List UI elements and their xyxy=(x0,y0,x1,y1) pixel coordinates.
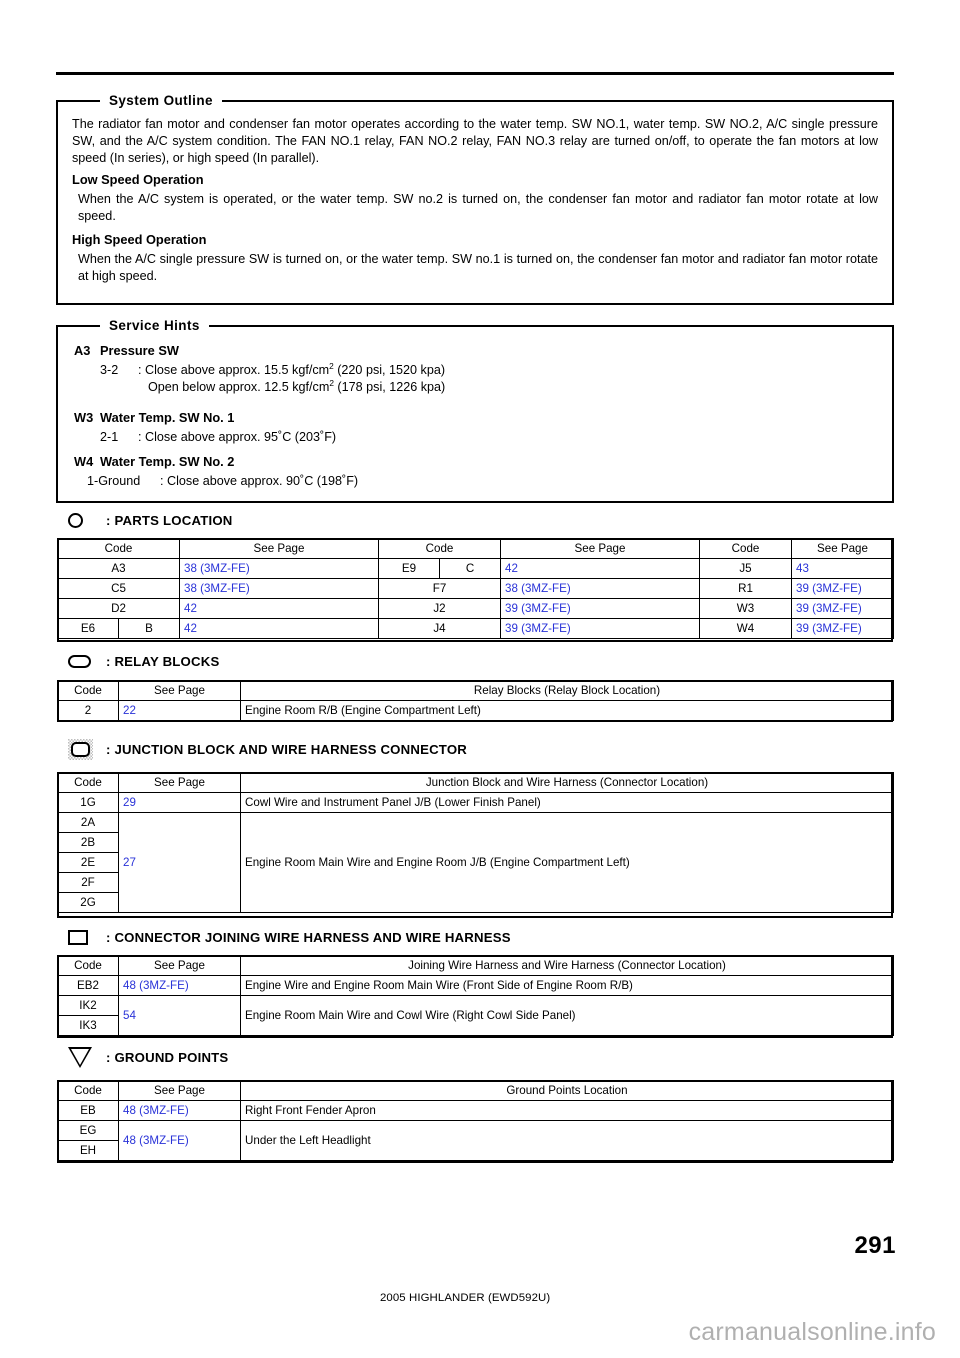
junction-block-heading xyxy=(62,738,467,760)
parts-page-w4[interactable]: 39 (3MZ-FE) xyxy=(792,619,894,639)
service-hint-a3-line2-pre: Open below approx. 12.5 kgf/cm xyxy=(148,380,330,394)
gp-page-eb[interactable]: 48 (3MZ-FE) xyxy=(119,1101,241,1121)
service-hint-w4-terminal: 1-Ground xyxy=(87,474,141,488)
gp-col-location: Ground Points Location xyxy=(241,1081,894,1101)
cj-col-location: Joining Wire Harness and Wire Harness (Connector Location) xyxy=(241,956,894,976)
parts-code-e6: E6 xyxy=(58,619,119,639)
parts-code-f7: F7 xyxy=(379,579,501,599)
gp-code-eh: EH xyxy=(58,1141,119,1161)
gp-location-eg-eh: Under the Left Headlight xyxy=(241,1121,894,1161)
parts-location-heading-label: : PARTS LOCATION xyxy=(106,512,233,528)
high-speed-heading: High Speed Operation xyxy=(72,232,207,247)
service-hint-a3-line2 xyxy=(148,377,446,394)
parts-page-c5[interactable]: 38 (3MZ-FE) xyxy=(180,579,379,599)
parts-col-code-3: Code xyxy=(700,539,792,559)
parts-code-e9: E9 xyxy=(379,559,440,579)
service-hint-w3-terminal: 2-1 xyxy=(100,430,119,444)
service-hint-a3-line1 xyxy=(100,360,446,377)
jb-col-code: Code xyxy=(58,773,119,793)
relay-col-code: Code xyxy=(58,681,119,701)
table-row xyxy=(58,976,894,996)
jb-location-group2: Engine Room Main Wire and Engine Room J/B (Engine Compartment Left) xyxy=(241,813,894,913)
parts-col-page-2: See Page xyxy=(501,539,700,559)
relay-blocks-heading xyxy=(62,650,219,672)
parts-col-page-1: See Page xyxy=(180,539,379,559)
service-hint-w4-spec: : Close above approx. 90˚C (198˚F) xyxy=(160,474,359,488)
ground-points-heading-label: : GROUND POINTS xyxy=(106,1049,229,1065)
connector-joining-heading xyxy=(62,926,511,948)
junction-block-heading-label: : JUNCTION BLOCK AND WIRE HARNESS CONNECTOR xyxy=(106,741,468,757)
parts-col-code-1: Code xyxy=(58,539,180,559)
jb-code-2g: 2G xyxy=(58,893,119,913)
cj-code-eb2: EB2 xyxy=(58,976,119,996)
jb-page-1g[interactable]: 29 xyxy=(119,793,241,813)
jb-code-2a: 2A xyxy=(58,813,119,833)
high-speed-text: When the A/C single pressure SW is turned on, or the water temp. SW no.1 is turned on, the condenser fan motor and radiator fan motor rotate at high speed. xyxy=(78,252,878,283)
service-hints-box xyxy=(56,318,894,503)
table-row xyxy=(58,619,894,639)
gp-location-eb: Right Front Fender Apron xyxy=(241,1101,894,1121)
relay-col-location: Relay Blocks (Relay Block Location) xyxy=(241,681,894,701)
table-row xyxy=(58,1101,894,1121)
table-row xyxy=(58,793,894,813)
parts-page-f7[interactable]: 38 (3MZ-FE) xyxy=(501,579,700,599)
table-row xyxy=(58,996,894,1016)
service-hint-w4-line xyxy=(87,474,358,488)
service-hint-a3-name: Pressure SW xyxy=(100,343,179,358)
ground-points-table xyxy=(57,1080,894,1161)
parts-code-c5: C5 xyxy=(58,579,180,599)
table-row xyxy=(58,1121,894,1141)
connector-joining-table xyxy=(57,955,894,1036)
header-rule xyxy=(56,72,894,75)
jb-code-2f: 2F xyxy=(58,873,119,893)
jb-code-1g: 1G xyxy=(58,793,119,813)
parts-page-j5[interactable]: 43 xyxy=(792,559,894,579)
gp-code-eb: EB xyxy=(58,1101,119,1121)
parts-code-d2: D2 xyxy=(58,599,180,619)
jb-code-2e: 2E xyxy=(58,853,119,873)
table-row xyxy=(58,599,894,619)
parts-col-page-3: See Page xyxy=(792,539,894,559)
jb-page-group2[interactable]: 27 xyxy=(119,813,241,913)
service-hint-a3-terminal: 3-2 xyxy=(100,363,119,377)
parts-location-table xyxy=(57,538,894,639)
service-hint-a3-line2-sup: 2 xyxy=(329,377,334,388)
parts-page-d2[interactable]: 42 xyxy=(180,599,379,619)
parts-code-e9-sub: C xyxy=(440,559,501,579)
parts-page-j4[interactable]: 39 (3MZ-FE) xyxy=(501,619,700,639)
parts-page-e9[interactable]: 42 xyxy=(501,559,700,579)
table-row xyxy=(58,813,894,833)
junction-block-icon xyxy=(62,739,106,760)
circle-icon xyxy=(62,513,106,528)
service-hint-w4 xyxy=(74,454,358,488)
service-hint-w3-title xyxy=(74,410,336,425)
parts-code-j4: J4 xyxy=(379,619,501,639)
watermark: carmanualsonline.info xyxy=(688,1318,936,1346)
gp-page-eg-eh[interactable]: 48 (3MZ-FE) xyxy=(119,1121,241,1161)
service-hint-w3-name: Water Temp. SW No. 1 xyxy=(100,410,235,425)
jb-code-2b: 2B xyxy=(58,833,119,853)
cj-page-eb2[interactable]: 48 (3MZ-FE) xyxy=(119,976,241,996)
cj-col-code: Code xyxy=(58,956,119,976)
ground-points-heading xyxy=(62,1046,228,1068)
parts-code-a3: A3 xyxy=(58,559,180,579)
relay-page-2[interactable]: 22 xyxy=(119,701,241,721)
relay-block-icon xyxy=(62,655,106,668)
service-hint-a3-line1-pre: : Close above approx. 15.5 kgf/cm xyxy=(138,363,330,377)
service-hint-a3-line1-sup: 2 xyxy=(329,360,334,371)
low-speed-heading: Low Speed Operation xyxy=(72,172,204,187)
parts-location-heading xyxy=(62,509,233,531)
parts-code-w3: W3 xyxy=(700,599,792,619)
cj-code-ik3: IK3 xyxy=(58,1016,119,1036)
ground-point-icon xyxy=(62,1047,106,1068)
relay-code-2: 2 xyxy=(58,701,119,721)
low-speed-text: When the A/C system is operated, or the water temp. SW no.2 is turned on, the condenser fan motor and radiator fan motor rotate at low speed. xyxy=(78,192,878,223)
service-hint-a3-line1-post: (220 psi, 1520 kpa) xyxy=(333,363,446,377)
table-header-row xyxy=(58,681,894,701)
cj-page-ik[interactable]: 54 xyxy=(119,996,241,1036)
service-hints-title: Service Hints xyxy=(100,318,209,333)
cj-location-eb2: Engine Wire and Engine Room Main Wire (Front Side of Engine Room R/B) xyxy=(241,976,894,996)
gp-col-code: Code xyxy=(58,1081,119,1101)
connector-joining-heading-label: : CONNECTOR JOINING WIRE HARNESS AND WIRE HARNESS xyxy=(106,929,511,945)
table-header-row xyxy=(58,773,894,793)
parts-page-e6[interactable]: 42 xyxy=(180,619,379,639)
jb-location-1g: Cowl Wire and Instrument Panel J/B (Lower Finish Panel) xyxy=(241,793,894,813)
gp-code-eg: EG xyxy=(58,1121,119,1141)
parts-page-w3[interactable]: 39 (3MZ-FE) xyxy=(792,599,894,619)
service-hint-a3-title xyxy=(74,343,445,358)
table-header-row xyxy=(58,956,894,976)
service-hint-w4-name: Water Temp. SW No. 2 xyxy=(100,454,235,469)
parts-code-e6-sub: B xyxy=(119,619,180,639)
parts-code-j2: J2 xyxy=(379,599,501,619)
service-hint-w3 xyxy=(74,410,336,444)
parts-code-j5: J5 xyxy=(700,559,792,579)
table-row xyxy=(58,701,894,721)
parts-page-j2[interactable]: 39 (3MZ-FE) xyxy=(501,599,700,619)
relay-blocks-table xyxy=(57,680,894,721)
parts-page-r1[interactable]: 39 (3MZ-FE) xyxy=(792,579,894,599)
service-hint-w3-code: W3 xyxy=(74,410,94,425)
relay-location-2: Engine Room R/B (Engine Compartment Left) xyxy=(241,701,894,721)
junction-block-table xyxy=(57,772,894,913)
table-row xyxy=(58,559,894,579)
service-hint-a3 xyxy=(74,343,445,394)
cj-location-ik: Engine Room Main Wire and Cowl Wire (Right Cowl Side Panel) xyxy=(241,996,894,1036)
table-header-row xyxy=(58,539,894,559)
service-hint-w3-spec: : Close above approx. 95˚C (203˚F) xyxy=(138,430,337,444)
relay-col-page: See Page xyxy=(119,681,241,701)
cj-col-page: See Page xyxy=(119,956,241,976)
parts-code-w4: W4 xyxy=(700,619,792,639)
service-hint-a3-line2-post: (178 psi, 1226 kpa) xyxy=(333,380,446,394)
gp-col-page: See Page xyxy=(119,1081,241,1101)
relay-blocks-heading-label: : RELAY BLOCKS xyxy=(106,653,220,669)
system-outline-intro: The radiator fan motor and condenser fan motor operates according to the water temp. SW NO.1, water temp. SW NO.2, A/C single pressure SW, and the A/C system condition. The FAN NO.1 relay, FAN NO.2 relay, FAN NO.3 relay are turned on/off, to operate the fan motors at low speed (In series), or high speed (In parallel). xyxy=(72,117,878,165)
parts-page-a3[interactable]: 38 (3MZ-FE) xyxy=(180,559,379,579)
jb-col-page: See Page xyxy=(119,773,241,793)
service-hint-w4-code: W4 xyxy=(74,454,94,469)
footer-note: 2005 HIGHLANDER (EWD592U) xyxy=(380,1292,551,1304)
table-row xyxy=(58,579,894,599)
cj-code-ik2: IK2 xyxy=(58,996,119,1016)
jb-col-location: Junction Block and Wire Harness (Connector Location) xyxy=(241,773,894,793)
system-outline-title: System Outline xyxy=(100,93,222,108)
system-outline-box xyxy=(56,93,894,305)
service-hint-a3-code: A3 xyxy=(74,343,91,358)
service-hint-w4-title xyxy=(74,454,358,469)
table-header-row xyxy=(58,1081,894,1101)
parts-col-code-2: Code xyxy=(379,539,501,559)
parts-code-r1: R1 xyxy=(700,579,792,599)
service-hint-w3-line xyxy=(100,430,336,444)
connector-icon xyxy=(62,930,106,945)
page-number: 291 xyxy=(854,1232,896,1259)
